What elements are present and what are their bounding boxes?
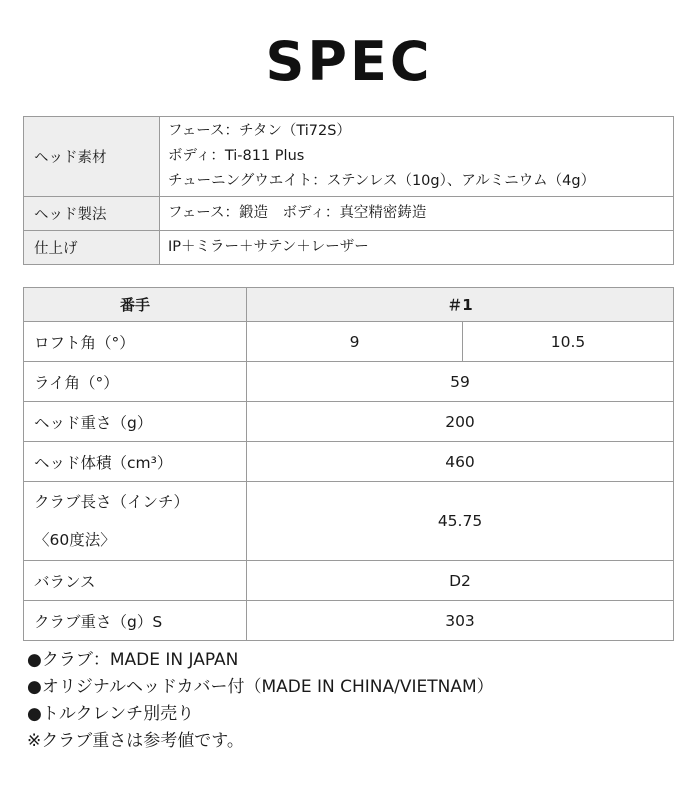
table-row (24, 561, 674, 601)
notes (27, 647, 494, 755)
value-line: フェース：鍛造 ボディ：真空精密鋳造 (168, 205, 427, 221)
value-line: ボディ：Ti-811 Plus (168, 148, 305, 164)
value-line: フェース：チタン（Ti72S） (168, 123, 351, 139)
table-row (24, 442, 674, 482)
row-value (160, 231, 674, 265)
note-line: ●オリジナルヘッドカバー付（MADE IN CHINA/VIETNAM） (27, 677, 494, 697)
column-header-club: 番手 (24, 288, 247, 322)
row-value: 200 (247, 402, 674, 442)
row-label: ライ角（°） (24, 362, 247, 402)
page-title: SPEC (265, 30, 433, 93)
table-row (24, 482, 674, 561)
row-label-loft: ロフト角（°） (24, 322, 247, 362)
loft-value: 10.5 (463, 322, 674, 362)
table-row (24, 231, 674, 265)
row-value: D2 (247, 561, 674, 601)
row-label: クラブ重さ（g）S (24, 601, 247, 641)
note-line: ●クラブ：MADE IN JAPAN (27, 650, 239, 670)
spec-table (23, 287, 674, 641)
row-value (160, 197, 674, 231)
table-header-row (24, 288, 674, 322)
row-value: 460 (247, 442, 674, 482)
column-header-number: ＃1 (247, 288, 674, 322)
row-label: ヘッド重さ（g） (24, 402, 247, 442)
note-line: ※クラブ重さは参考値です。 (27, 731, 244, 751)
note-line: ●トルクレンチ別売り (27, 704, 195, 724)
label-line: クラブ長さ（インチ） (34, 493, 190, 511)
row-value: 59 (247, 362, 674, 402)
materials-table (23, 116, 674, 265)
row-value: 303 (247, 601, 674, 641)
table-row (24, 197, 674, 231)
row-header: ヘッド素材 (24, 117, 160, 197)
row-value (160, 117, 674, 197)
row-value: 45.75 (247, 482, 674, 561)
row-label: バランス (24, 561, 247, 601)
row-header: ヘッド製法 (24, 197, 160, 231)
row-header: 仕上げ (24, 231, 160, 265)
table-row (24, 402, 674, 442)
table-row (24, 322, 674, 362)
row-label (24, 482, 247, 561)
row-label: ヘッド体積（cm³） (24, 442, 247, 482)
value-line: チューニングウエイト：ステンレス（10g）、アルミニウム（4g） (168, 173, 596, 189)
label-line: 〈60度法〉 (34, 531, 116, 549)
table-row (24, 601, 674, 641)
table-row (24, 117, 674, 197)
loft-value: 9 (247, 322, 463, 362)
table-row (24, 362, 674, 402)
value-line: IP＋ミラー＋サテン＋レーザー (168, 239, 369, 255)
